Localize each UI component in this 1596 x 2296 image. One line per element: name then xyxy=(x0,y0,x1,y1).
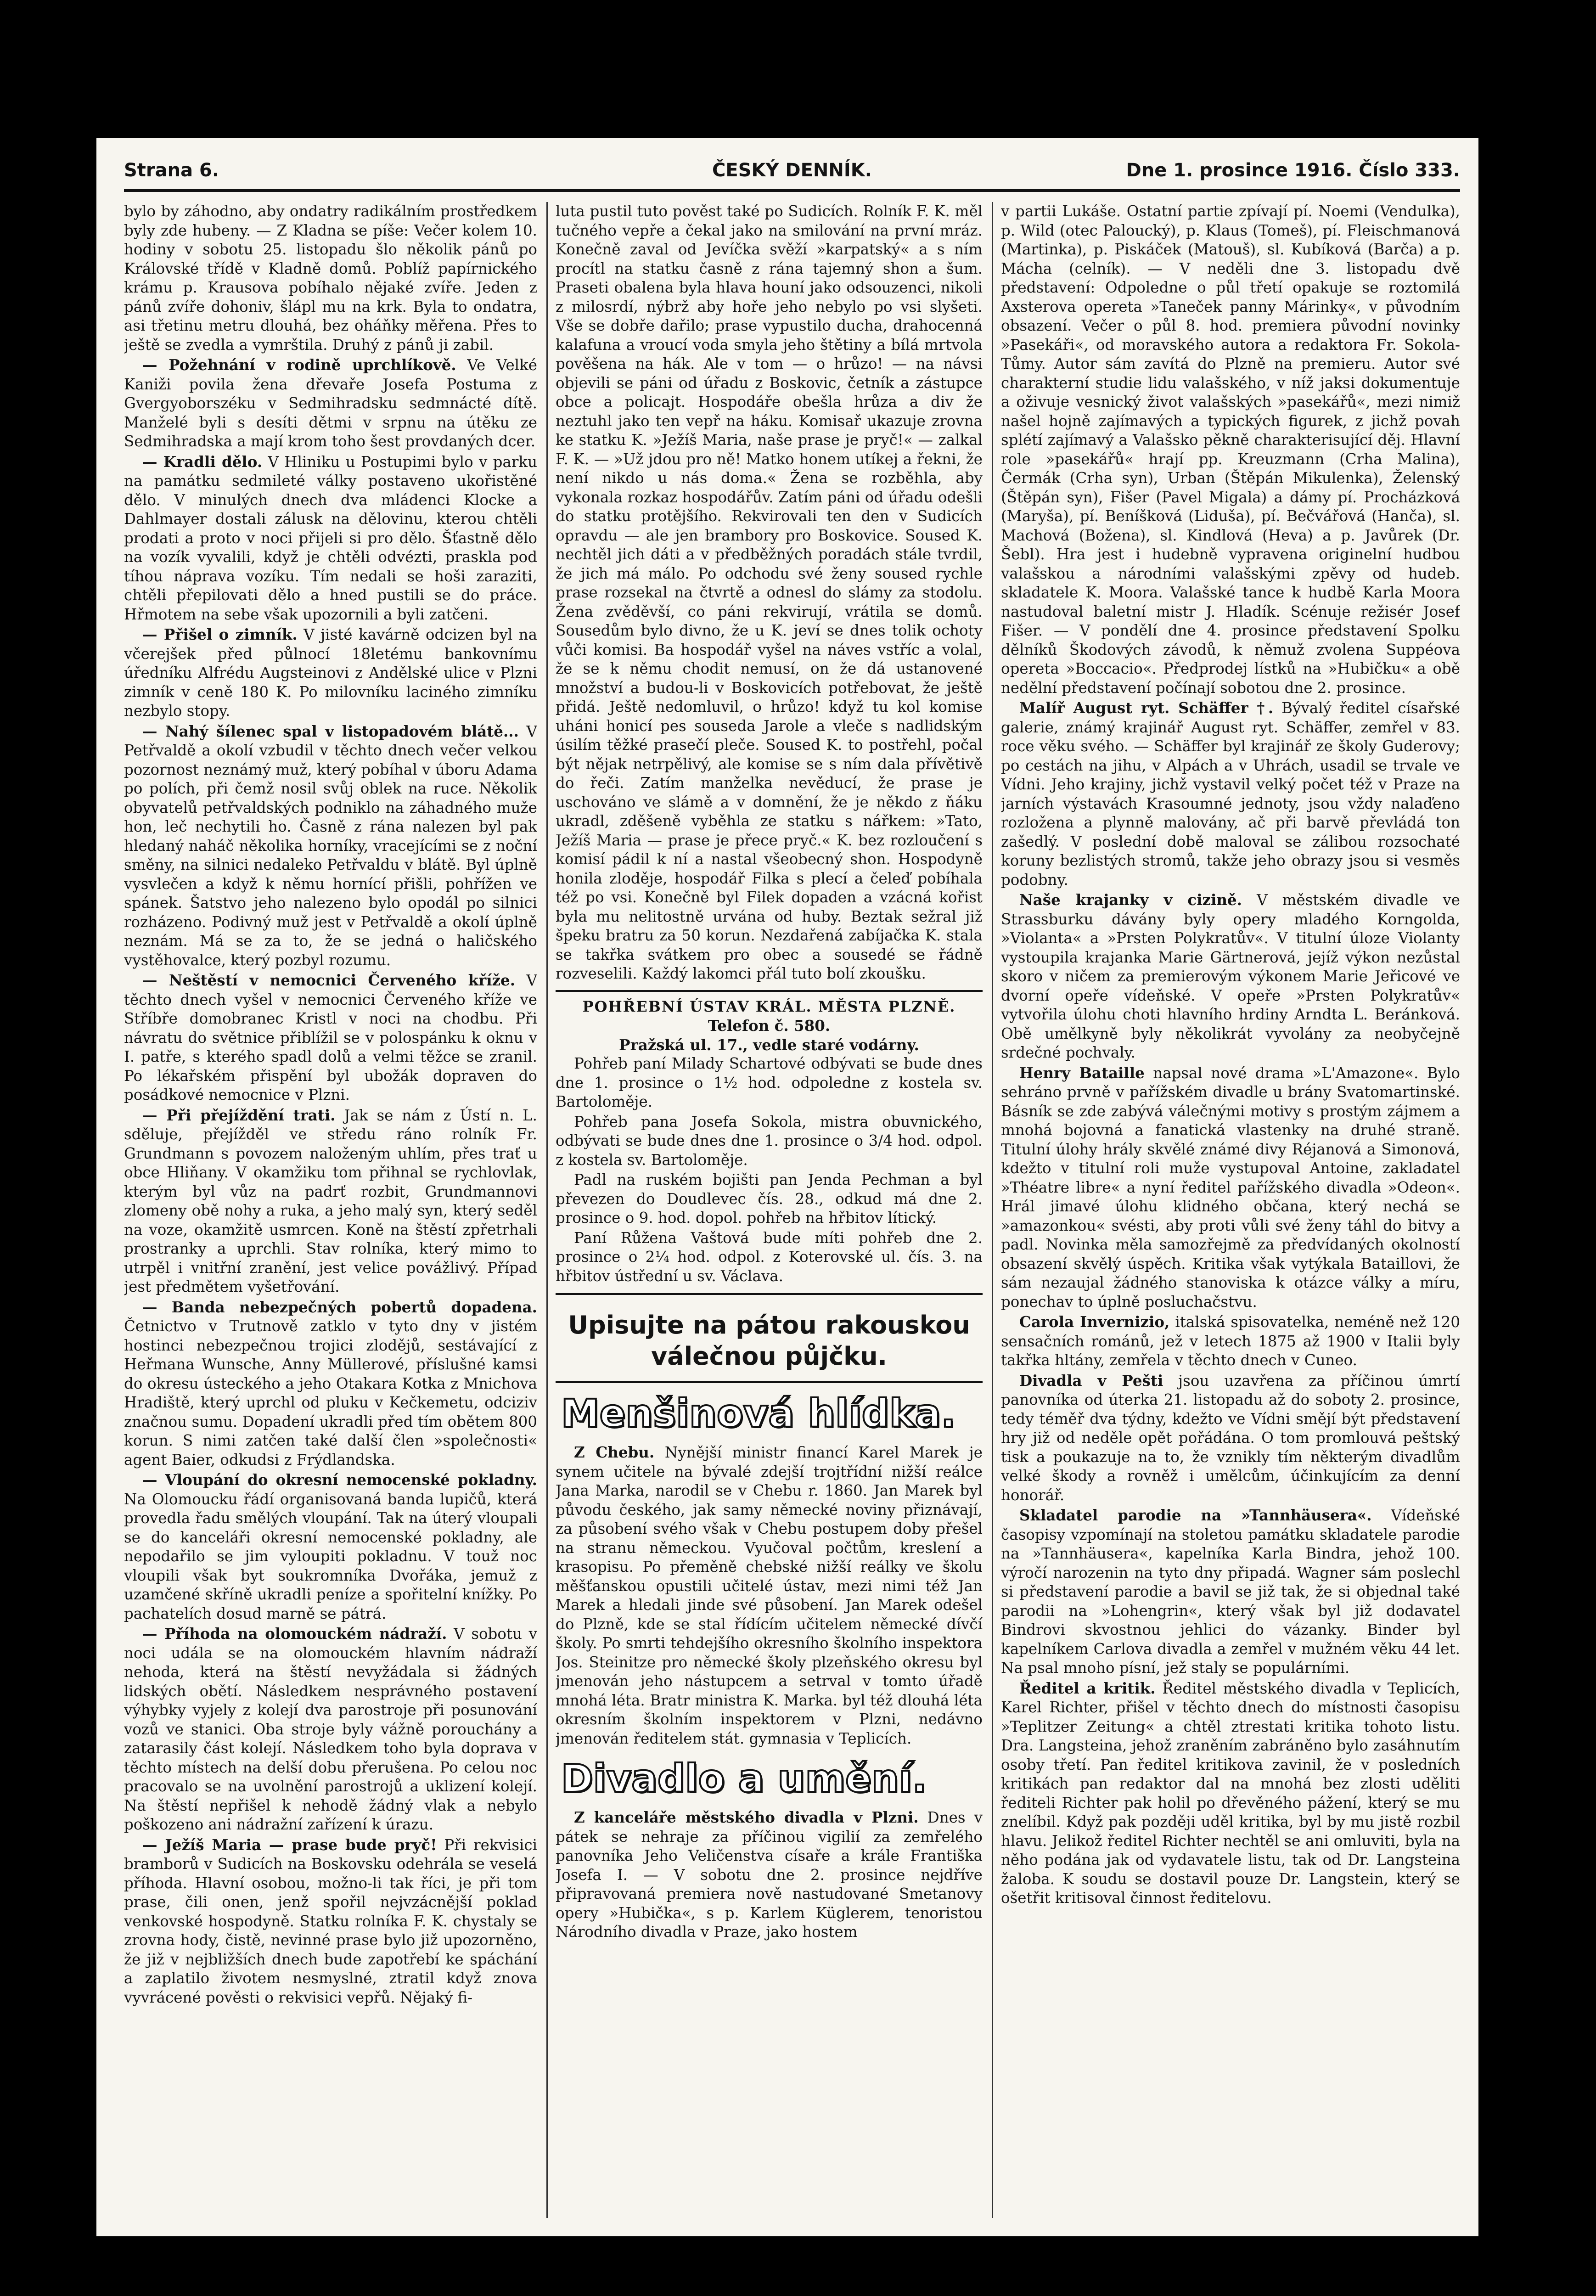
article-text: Nynější ministr financí Karel Marek je synem učitele na bývalé zdejší trojtřídní nižší reálce Jana Marka, narodil se v Chebu r. 1860. Jan Marek byl původu českého, jak samy německé noviny přiznávají, za působení svého však v Chebu postupem doby přešel na stranu německou. Vyučoval počtům, kreslení a krasopisu. Po přeměně chebské nižší reálky ve školu měšťanskou opustili učitelé ústav, mezi nimi též Jan Marek a hledali jinde své působení. Jan Marek odešel do Plzně, kde se stal řídícím učitelem německé dívčí školy. Po smrti tehdejšího okresního školního inspektora Jos. Steinitze pro německé školy plzeňského okresu byl jmenován jeho nástupcem a setrval v tomto úřadě mnohá léta. Bratr ministra K. Marka. byl též dlouhá léta okresním školním inspektorem v Plzni, nedávno jmenován ředitelem stát. gymnasia v Teplicích. xyxy=(556,1444,983,1747)
article-headline: — Banda nebezpečných pobertů dopadena. xyxy=(142,1298,537,1316)
header-rule xyxy=(124,189,1460,192)
column-1 xyxy=(124,202,537,2218)
article-text: italská spisovatelka, neméně než 120 sensačních románů, jež v letech 1875 až 1900 v Italii byly takřka hltány, zemřela v těchto dnech v Cuneo. xyxy=(1001,1313,1460,1369)
article-text: napsal nové drama »L'Amazone«. Bylo sehráno prvně v pařížském divadle u brány Svatomartinské. Básník se zde zabývá válečnými motivy s prostým zájmem a mnohá bojovná a fanatická vlastenky na druhé straně. Titulní úlohy hrály skvělé známé divy Réjanová a Simonová, kdežto v titulní roli muže vystupoval Antoine, zakladatel »Théatre libre« a nyní ředitel pařížského divadla »Odeon«. Hrál jimavé úlohu klidného občana, který nechá se »amazonkou« svésti, aby proti vůli své ženy táhl do bitvy a padl. Novinka měla samozřejmě za předvídaných okolností obsazení skvělý úspěch. Kritika však vytýkala Bataillovi, že sám nezaujal žádného stanoviska k otázce války a míru, ponechav to úplně posluchačstvu. xyxy=(1001,1064,1460,1311)
funeral-item: Paní Růžena Vaštová bude míti pohřeb dne 2. prosince o 2¼ hod. odpol. z Koterovské ul. čís. 3. na hřbitov ústřední u sv. Václava. xyxy=(556,1229,983,1285)
article-paragraph xyxy=(124,1106,537,1297)
article-text: Bývalý ředitel císařské galerie, známý krajinář August ryt. Schäffer, zemřel v 83. roce věku svého. — Schäffer byl krajinář ze školy Guderovy; po cestách na jihu, v Alpách a v Uhrách, usadil se trvale ve Vídni. Jeho krajiny, jichž vystavil velký počet též v Praze na jarních výstavách Krasoumné jednoty, jsou vždy nalaďeno rozložena a plynně malovány, ač při barvě převládá ton zašedlý. V poslední době maloval se zálibou rozsochaté koruny bezlistých stromů, takže jeho obrazy jsou si vesměs podobny. xyxy=(1001,699,1460,889)
funeral-title: POHŘEBNÍ ÚSTAV KRÁL. MĚSTA PLZNĚ. xyxy=(582,997,956,1015)
article-paragraph xyxy=(124,971,537,1105)
article-text: V jisté kavárně odcizen byl na včerejšek před půlnocí 18letému bankovnímu úředníku Alfrédu Augsteinovi z Andělské ulice v Plzni zimník v ceně 180 K. Po milovníku laciného zimníku nezbylo stopy. xyxy=(124,626,537,720)
section-heading-minority: Menšinová hlídka. xyxy=(561,1391,956,1436)
article-headline: Ředitel a kritik. xyxy=(1019,1679,1156,1697)
article-text: V městském divadle ve Strassburku dávány byly opery mladého Korngolda, »Violanta« a »Prsten Polykratův«. V titulní úloze Violanty vystoupila krajanka Marie Gärtnerová, jejíž výkon nezůstal skoro v ničem za premierovým výkonem Marie Jeřicové ve dvorní opeře vídeňské. V opeře »Prsten Polykratův« vytvořila úlohu choti hlavního hrdiny Arndta L. Beránková. Obě umělkyně byly několikrát vyvolány za neobyčejně srdečné pochvaly. xyxy=(1001,891,1460,1061)
column-3 xyxy=(1001,202,1460,2218)
article-paragraph xyxy=(124,1470,537,1623)
article-paragraph xyxy=(1001,1371,1460,1505)
article-text: Při rekvisici bramborů v Sudicích na Boskovsku odehrála se veselá příhoda. Hlavní osobou, možno-li tak říci, je při tom prase, čili onen, jenž spořil nejvzácnější poklad venkovské hospodyně. Statku rolníka F. K. chystaly se zrovna hody, čistě, nevinné prase bylo již upozorněno, že již v nejbližších dnech bude zapotřebí ke spáchání a zaplatilo životem nesmyslné, ztratil když znova vyvrácené pověsti o rekvisici vepřů. Nějaký fi- xyxy=(124,1836,537,2006)
article-text: Dnes v pátek se nehraje za příčinou vigilií za zemřelého panovníka Jeho Veličenstva císaře a krále Františka Josefa I. — V sobotu dne 2. prosince nejdříve připravovaná premiera nově nastudované Smetanovy opery »Hubička«, s p. Karlem Küglerem, tenoristou Národního divadla v Praze, jako hostem xyxy=(556,1809,983,1941)
article-paragraph xyxy=(1001,1679,1460,1908)
article-text: V Petřvaldě a okolí vzbudil v těchto dnech večer velkou pozornost neznámý muž, který pobíhal v úboru Adama po polích, při čemž nosil svůj oblek na ruce. Několik obyvatelů petřvaldských podniklo na záhadného muže hon, leč nechytili ho. Časně z rána nalezen byl pak hledaný naháč několika horníky, vracejícími se z noční směny, na silnici nedaleko Petřvaldu v blátě. Byl úplně vysvlečen a když k němu hornící přišli, pohřížen ve spánek. Šatstvo jeho nalezeno bylo opodál po silnici rozházeno. Podivný muž jest v Petřvaldě a okolí úplně neznám. Má se za to, že se jedná o haličského vystěhovalce, který pozbyl rozumu. xyxy=(124,722,537,969)
article-text: V sobotu v noci udála se na olomouckém hlavním nádraží nehoda, která na štěstí nevyžádala si žádných lidských obětí. Následkem nesprávného postavení výhybky vyjely z kolejí dva parostroje při posunování vozů ve stanici. Oba stroje byly vážně porouchány a zatarasily část kolejí. Následkem toho byla doprava v těchto místech na delší dobu přerušena. Po celou noc pracovalo se na uvolnění parostrojů a uklizení kolejí. Na štěstí nepřišel k nehodě žádný vlak a nebylo poškozeno ani nádražní zařízení k úrazu. xyxy=(124,1625,537,1833)
column-divider xyxy=(546,202,548,2218)
article-headline: — Při přejíždění trati. xyxy=(142,1106,336,1124)
article-paragraph xyxy=(1001,202,1460,698)
article-paragraph xyxy=(1001,1064,1460,1312)
funeral-items xyxy=(556,1054,983,1286)
article-text: Četnictvo v Trutnově zatklo v tyto dny v jistém hostinci nebezpečnou trojici zlodějů, sestávající z Heřmana Wunsche, Anny Müllerové, příslušné kamsi do okresu ústeckého a jeho Otakara Kotka z Mnichova Hradiště, který uprchl od pluku v Kečkemetu, odciziv značnou sumu. Dopadení ukradli před tím obětem 800 korun. S nimi zatčen také další člen »společnosti« agent Baier, odkudsi z Frýdlandska. xyxy=(124,1317,537,1469)
article-headline: Z Chebu. xyxy=(574,1443,655,1461)
page-number: Strana 6. xyxy=(124,160,219,181)
article-paragraph xyxy=(124,722,537,970)
article-paragraph xyxy=(124,355,537,451)
funeral-notice xyxy=(556,990,983,1295)
article-headline: — Příhoda na olomouckém nádraží. xyxy=(142,1625,447,1643)
war-loan-ad: Upisujte na pátou rakouskou válečnou půjčku. xyxy=(556,1301,983,1383)
article-paragraph xyxy=(124,1624,537,1835)
article-text: V Hliniku u Postupimi bylo v parku na památku sedmileté války postaveno ukořistěné dělo. V minulých dnech dva mládenci Klocke a Dahlmayer dostali zálusk na dělovinu, kterou chtěli prodati a proto v noci přijeli si pro dělo. Šťastně dělo na vozík vyvalili, když je chtěli odvézti, praskla pod tíhou náprava vozíku. Tím nedali se hoši zaraziti, chtěli přepilovati dělo a hned pustili se do práce. Hřmotem na sebe však upozornili a byli zatčeni. xyxy=(124,453,537,623)
newspaper-title: ČESKÝ DENNÍK. xyxy=(712,160,872,181)
article-text: V těchto dnech vyšel v nemocnici Červeného kříže ve Stříbře domobranec Kristl v noci na chodbu. Při návratu do světnice přiblížil se v polospánku k oknu v I. patře, s kterého spadl dolů a velmi těžce se zranil. Po lékařském přispění byl ubožák dopraven do posádkové nemocnice v Plzni. xyxy=(124,972,537,1103)
article-paragraph xyxy=(1001,1506,1460,1678)
article-headline: Divadla v Pešti xyxy=(1019,1371,1163,1390)
article-headline: Carola Invernizio, xyxy=(1019,1313,1170,1331)
article-headline: Malíř August ryt. Schäffer †. xyxy=(1019,699,1274,717)
article-headline: — Kradli dělo. xyxy=(142,452,263,471)
article-paragraph xyxy=(124,452,537,625)
article-paragraph xyxy=(124,625,537,721)
article-paragraph xyxy=(556,1443,983,1748)
article-headline: Z kanceláře městského divadla v Plzni. xyxy=(574,1808,919,1826)
article-paragraph xyxy=(124,1835,537,2008)
funeral-item: Pohřeb paní Milady Schartové odbývati se bude dnes dne 1. prosince o 1½ hod. odpoledne z kostela sv. Bartoloměje. xyxy=(556,1055,983,1110)
page-header xyxy=(124,156,1460,193)
article-headline: — Přišel o zimník. xyxy=(142,625,298,643)
article-text: v partii Lukáše. Ostatní partie zpívají pí. Noemi (Vendulka), p. Wild (otec Paloucký), p. Klaus (Tomeš), pí. Fleischmanová (Martinka), p. Piskáček (Matouš), sl. Kubíková (Barča) a p. Mácha (celník). — V neděli dne 3. listopadu dvě představení: Odpoledne o půl třetí opakuje se roztomilá Axsterova opereta »Taneček panny Márinky«, v původním obsazení. Večer o půl 8. hod. premiera původní novinky »Pasekáři«, od moravského autora a redaktora Fr. Sokola-Tůmy. Autor sám zavítá do Plzně na premieru. Autor své charakterní studie lidu valašského, v níž jaksi dokumentuje a oživuje vesnický život valašských »pasekářů«, mezi nimiž našel hojně zajímavých a typických figurek, z jichž povah splétí zajímavý a Valašsko pěkně charakterisující děj. Hlavní role »pasekářů« hrají pp. Kreuzmann (Crha Malina), Čermák (Crha syn), Urban (Štěpán Mikulenka), Želenský (Štěpán syn), Fišer (Pavel Migala) a dámy pí. Procházková (Maryša), pí. Beníšková (Liduša), pí. Bečvářová (Hanča), sl. Machová (Božena), sl. Kindlová (Heva) a p. Javůrek (Dr. Šebl). Hra jest i hudebně vypravena originelní hudbou valašskou a národními valašskými zpěvy od hudeb. skladatele K. Moora. Valašské tance k hudbě Karla Moora nastudoval baletní mistr J. Hladík. Scénuje režisér Josef Fišer. — V pondělí dne 4. prosince představení Spolku dělníků Škodových závodů, k němuž zvolena Suppéova opereta »Boccacio«. Předprodej lístků na »Hubičku« a obě nedělní představení počínají sobotou dne 2. prosince. xyxy=(1001,203,1460,697)
article-headline: — Nahý šílenec spal v listopadovém blátě... xyxy=(142,722,519,740)
article-headline: Naše krajanky v cizině. xyxy=(1019,891,1242,909)
article-paragraph xyxy=(1001,698,1460,889)
theatre-articles xyxy=(556,1808,983,1942)
funeral-phone: Telefon č. 580. xyxy=(708,1017,831,1035)
article-text: Na Olomoucku řádí organisovaná banda lupičů, která provedla řadu smělých vloupání. Tak na úterý vloupali se do kanceláři okresní nemocenské pokladny, ale nepodařilo se jim vyloupiti pokladnu. V touž noc vloupili však byt soukromníka Dvořáka, jemuž z uzamčené skříně ukradli peníze a spořitelní knížky. Po pachatelích dosud marně se pátrá. xyxy=(124,1490,537,1622)
article-headline: Henry Bataille xyxy=(1019,1064,1145,1082)
column-2-articles xyxy=(556,202,983,984)
column-2 xyxy=(556,202,983,2218)
article-paragraph xyxy=(556,202,983,984)
article-text: Ve Velké Kaniži povila žena dřevaře Josefa Postuma z Gvergyoborszéku v Sedmihradsku sedmnácté dítě. Manželé byli s desíti dětmi v srpnu na útěku ze Sedmihradska a mají krom toho šest provdaných dcer. xyxy=(124,356,537,450)
minority-articles xyxy=(556,1443,983,1748)
funeral-address: Pražská ul. 17., vedle staré vodárny. xyxy=(619,1035,919,1054)
newspaper-page xyxy=(96,138,1478,2236)
article-paragraph xyxy=(124,1298,537,1470)
article-headline: — Požehnání v rodině uprchlíkově. xyxy=(142,356,456,374)
article-headline: — Vloupání do okresní nemocenské pokladny. xyxy=(142,1471,537,1489)
article-paragraph xyxy=(124,202,537,355)
article-text: jsou uzavřena za příčinou úmrtí panovníka od úterka 21. listopadu až do soboty 2. prosince, tedy téměř dva týdny, kdežto ve Vídni smějí být představení hry již od neděle opět pořádána. O tom promlouvá peštský tisk a poukazuje na to, že vznikly tím některým divadlům velké škody a rovněž i umělcům, účinkujícím za denní honorář. xyxy=(1001,1372,1460,1504)
article-text: Vídeňské časopisy vzpomínají na stoletou památku skladatele parodie na »Tannhäusera«, kapelníka Karla Bindra, jehož 100. výročí narozenin na tyto dny připadá. Wagner sám poslechl si představení parodie a bavil se již tak, že si objednal také parodii na »Lohengrin«, který však byl již dodavatel Bindrovi skvostnou jehlici do vázanky. Binder byl kapelníkem Carlova divadla a zemřel v mužném věku 44 let. Na psal mnoho písní, jež staly se populárními. xyxy=(1001,1507,1460,1677)
article-paragraph xyxy=(556,1808,983,1942)
article-paragraph xyxy=(1001,1312,1460,1370)
column-divider xyxy=(992,202,993,2218)
article-text: Jak se nám z Ústí n. L. sděluje, přejížděl ve středu ráno rolník Fr. Grundmann s povozem naloženým uhlím, přes trať u obce Hliňany. V okamžiku tom přihnal se rychlovlak, kterým byl vůz na padrť rozbit, Grundmannovi zlomeny obě nohy a ruka, a jeho malý syn, který seděl na voze, okamžitě usmrcen. Koně na štěstí zpřetrhali prostranky a uprchli. Stav rolníka, který mimo to utrpěl i vnitřní zranění, jest velice povážlivý. Případ jest předmětem vyšetřování. xyxy=(124,1106,537,1295)
section-heading-theatre: Divadlo a umění. xyxy=(561,1756,927,1801)
article-headline: — Neštěstí v nemocnici Červeného kříže. xyxy=(142,971,516,989)
article-text: luta pustil tuto pověst také po Sudicích. Rolník F. K. měl tučného vepře a čekal jako na smilování na první mráz. Konečně zaval od Jevíčka svěží »karpatský« a s ním procítl na statku časně z rána tajemný shon a šum. Praseti obalena byla hlava houní jako odsouzenci, nikoli z milosrdí, nýbrž aby hoře jeho nebylo po vsi slyšeti. Vše se dobře dařilo; prase vypustilo ducha, drahocenná kalafuna a vroucí voda smyla jeho štětiny a bílá mrtvola pověšena na hák. Ale v tom — o hrůzo! — na návsi objevili se páni od úřadu z Boskovic, četník a zástupce obce a policajt. Hospodáře obešla hrůza a div že neztuhl jako ten vepř na háku. Komisař ukazuje zrovna ke statku K. »Ježíš Maria, naše prase je pryč!« — zalkal F. K. — »Už jdou pro ně! Matko honem utíkej a řekni, že není nikdo u nás doma.« Žena se rozběhla, aby vykonala rozkaz hospodářův. Zatím páni od úřadu odešli do statku protějšího. Rekvirovali ten den v Sudicích opravdu — ale jen brambory pro Boskovice. Soused K. nechtěl jich dáti a v předběžných poradách stále tvrdil, že jich má málo. Po odchodu své ženy soused rychle prase rozsekal na čtvrtě a odnesl do slámy za stodolu. Žena zvěděvší, co páni rekvirují, vrátila se domů. Sousedům bylo divno, že u K. jeví se dnes tolik ochoty vůči komisi. Ba hospodář vyšel na náves vstříc a volal, že se k němu chodit nemusí, on že dá ustanovené množství a budou-li v Boskovicích potřebovat, že ještě přidá. Ještě nedomluvil, o hrůzo! když tu kol komise uháni honicí pes souseda Jarole a vleče s nadlidským úsilím těžké prasečí pleče. Soused K. to postřehl, počal být nějak netrpělivý, ale komise se s ním dala přívětivě do řeči. Zatím manželka nevěducí, že prase je uschováno ve slámě a v domnění, že je někdo z ňáku ukradl, zděšeně vyběhla ze statku s nářkem: »Tato, Ježíš Maria — prase je přece pryč.« K. bez rozloučení s komisí pádil k ní a nastal všeobecný shon. Hospodyně honila zloděje, hospodář Filka s plecí a čeleď pobíhala též po vsi. Konečně byl Filek dopaden a vzácná kořist byla mu nelitostně urvána od huby. Beztak sežral již špeku bratru za 50 korun. Nezdařená zabíjačka K. stala se takřka svátkem pro obec a sousedé se řádně rozveselili. Každý lakomci přál tuto bolí zkoušku. xyxy=(556,203,983,982)
issue-date: Dne 1. prosince 1916. Číslo 333. xyxy=(1126,160,1460,181)
funeral-item: Padl na ruském bojišti pan Jenda Pechman a byl převezen do Doudlevec čís. 28., odkud má dne 2. prosince o 9. hod. dopol. pohřeb na hřbitov lítický. xyxy=(556,1171,983,1227)
article-paragraph xyxy=(1001,890,1460,1063)
article-headline: Skladatel parodie na »Tannhäusera«. xyxy=(1019,1506,1372,1524)
funeral-item: Pohřeb pana Josefa Sokola, mistra obuvnického, odbývati se bude dnes dne 1. prosince o 3/4 hod. odpol. z kostela sv. Bartoloměje. xyxy=(556,1113,983,1169)
article-text: bylo by záhodno, aby ondatry radikálním prostředkem byly zde hubeny. — Z Kladna se píše: Večer kolem 10. hodiny v sobotu 25. listopadu šlo několik pánů po Královské třídě v Kladně domů. Poblíž papírnického krámu p. Krausova pobíhalo nějaké zvíře. Jeden z pánů zvíře dohoniv, šlápl mu na krk. Byla to ondatra, asi třetinu metru dlouhá, bez oháňky měřena. Přes to ještě se zvedla a vymrštila. Druhý z pánů ji zabil. xyxy=(124,203,537,354)
article-text: Ředitel městského divadla v Teplicích, Karel Richter, přišel v těchto dnech do místnosti časopisu »Teplitzer Zeitung« a chtěl ztrestati kritika tohoto listu. Dra. Langsteina, jehož zraněním zabráněno bylo zasáhnutím osoby třetí. Pan ředitel kritikova zavinil, že v posledních kritikách pan redaktor dal na mnohá bez zlosti uděliti řediteli Richter pak holil po dřevěného pážení, který se mu znelíbil. Když pak později uděl kritika, byl by mu jistě rozbil hlavu. Jelikož ředitel Richter nechtěl se ani omluviti, byla na něho podána jak od vydavatele listu, tak od Dr. Langsteina žaloba. K soudu se dostavil pouze Dr. Langstein, který se ošetřit kritisoval činnost ředitelovu. xyxy=(1001,1679,1460,1907)
article-headline: — Ježíš Maria — prase bude pryč! xyxy=(142,1835,437,1854)
